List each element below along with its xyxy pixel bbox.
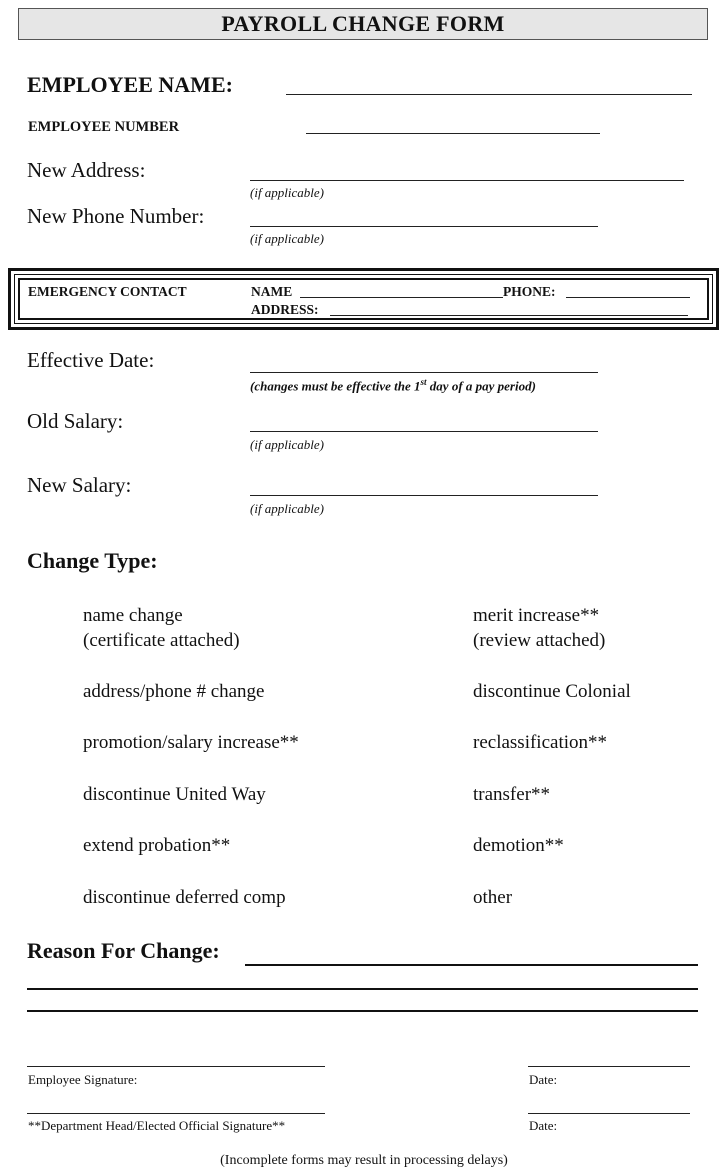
emergency-phone-label: PHONE: xyxy=(503,284,556,299)
department-date-label: Date: xyxy=(529,1118,558,1133)
effective-date-note xyxy=(250,377,536,394)
change-type-heading: Change Type: xyxy=(27,548,158,573)
option-sublabel: (certificate attached) xyxy=(83,630,240,651)
emergency-contact-label: EMERGENCY CONTACT xyxy=(28,284,187,299)
employee-name-label: EMPLOYEE NAME: xyxy=(27,72,233,97)
old-salary-label: Old Salary: xyxy=(27,409,124,433)
option-promotion-salary-increase[interactable]: promotion/salary increase** xyxy=(83,732,299,753)
employee-signature-label: Employee Signature: xyxy=(28,1072,138,1087)
department-signature-line[interactable] xyxy=(27,1113,325,1114)
employee-signature-line[interactable] xyxy=(27,1066,325,1067)
reason-line-2[interactable] xyxy=(27,988,698,990)
effective-date-input-line[interactable] xyxy=(250,372,598,373)
department-signature-label: **Department Head/Elected Official Signature** xyxy=(28,1118,286,1133)
emergency-phone-input-line[interactable] xyxy=(566,297,690,298)
option-merit-increase[interactable] xyxy=(473,603,605,653)
option-sublabel: (review attached) xyxy=(473,630,606,651)
new-phone-hint: (if applicable) xyxy=(250,231,325,246)
new-address-label: New Address: xyxy=(27,158,146,182)
new-salary-hint: (if applicable) xyxy=(250,501,325,516)
option-name-change[interactable] xyxy=(83,603,240,653)
form-title: PAYROLL CHANGE FORM xyxy=(18,8,708,40)
reason-heading: Reason For Change: xyxy=(27,938,220,963)
option-address-phone-change[interactable]: address/phone # change xyxy=(83,681,265,702)
old-salary-hint: (if applicable) xyxy=(250,437,325,452)
new-address-hint: (if applicable) xyxy=(250,185,325,200)
option-other[interactable]: other xyxy=(473,887,513,908)
effective-note-post: day of a pay period) xyxy=(426,378,536,394)
reason-line-3[interactable] xyxy=(27,1010,698,1012)
employee-name-input-line[interactable] xyxy=(286,94,692,95)
effective-date-label: Effective Date: xyxy=(27,348,155,372)
employee-number-input-line[interactable] xyxy=(306,133,600,134)
effective-note-pre: (changes must be effective the 1 xyxy=(250,378,421,394)
option-demotion[interactable]: demotion** xyxy=(473,835,564,856)
department-date-line[interactable] xyxy=(528,1113,690,1114)
emergency-name-label: NAME xyxy=(251,284,293,299)
old-salary-input-line[interactable] xyxy=(250,431,598,432)
option-discontinue-deferred-comp[interactable]: discontinue deferred comp xyxy=(83,887,286,908)
footer-note: (Incomplete forms may result in processing delays) xyxy=(220,1153,508,1168)
new-salary-input-line[interactable] xyxy=(250,495,598,496)
option-discontinue-colonial[interactable]: discontinue Colonial xyxy=(473,681,631,702)
option-discontinue-united-way[interactable]: discontinue United Way xyxy=(83,784,266,805)
option-extend-probation[interactable]: extend probation** xyxy=(83,835,231,856)
new-salary-label: New Salary: xyxy=(27,473,132,497)
new-phone-input-line[interactable] xyxy=(250,226,598,227)
emergency-address-label: ADDRESS: xyxy=(251,302,319,317)
new-phone-label: New Phone Number: xyxy=(27,204,205,228)
emergency-address-input-line[interactable] xyxy=(330,315,688,316)
emergency-name-input-line[interactable] xyxy=(300,297,503,298)
reason-line-1[interactable] xyxy=(245,964,698,966)
effective-note-sup: st xyxy=(420,377,427,387)
option-label: merit increase** xyxy=(473,605,600,626)
employee-date-label: Date: xyxy=(529,1072,558,1087)
option-transfer[interactable]: transfer** xyxy=(473,784,551,805)
employee-date-line[interactable] xyxy=(528,1066,690,1067)
employee-number-label: EMPLOYEE NUMBER xyxy=(28,119,180,135)
new-address-input-line[interactable] xyxy=(250,180,684,181)
option-label: name change xyxy=(83,605,183,626)
option-reclassification[interactable]: reclassification** xyxy=(473,732,608,753)
